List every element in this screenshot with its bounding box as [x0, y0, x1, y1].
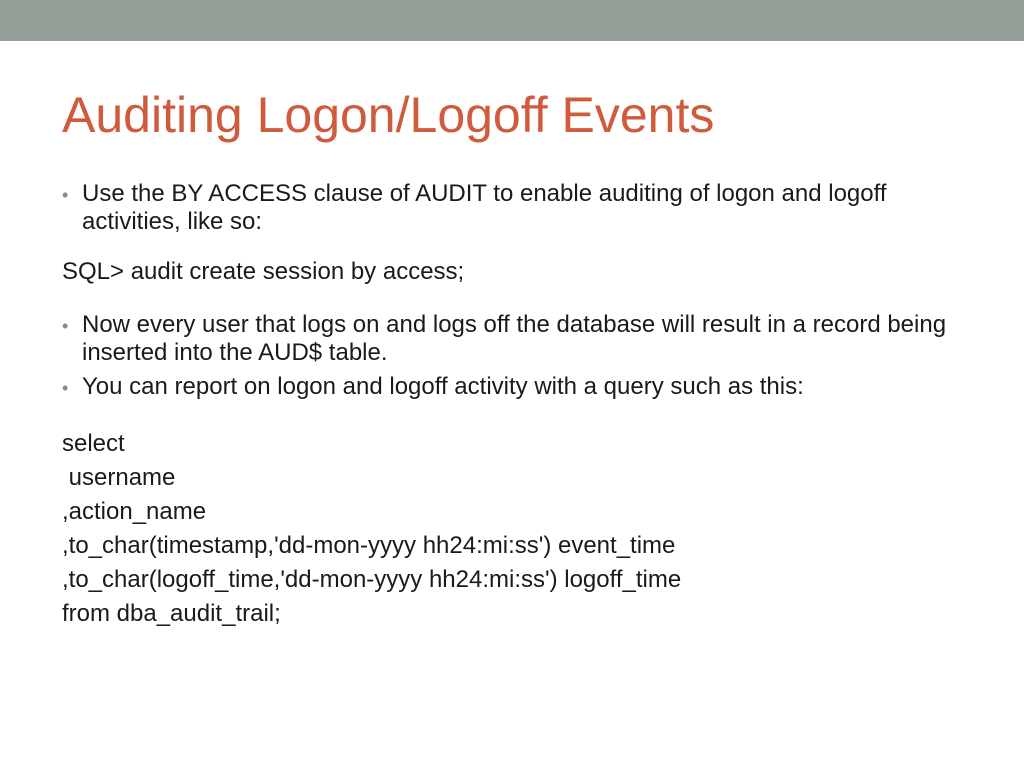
bullet-dot-icon: • [62, 378, 69, 398]
sql-command-line: SQL> audit create session by access; [62, 258, 465, 285]
slide-body [62, 180, 972, 631]
sql-query-line: ,to_char(logoff_time,'dd-mon-yyyy hh24:mi:ss') logoff_time [62, 566, 682, 593]
sql-query-line: from dba_audit_trail; [62, 600, 281, 627]
sql-query-line: username [62, 464, 176, 491]
sql-query-line: ,action_name [62, 498, 207, 525]
bullet-text: Now every user that logs on and logs off the database will result in a record being inserted into the AUD$ table. [82, 311, 947, 366]
slide-title: Auditing Logon/Logoff Events [62, 87, 715, 143]
bullet-text: Use the BY ACCESS clause of AUDIT to enable auditing of logon and logoff activities, like so: [82, 180, 887, 235]
bullet-item [62, 311, 972, 367]
top-accent-band [0, 0, 1024, 41]
bullet-text: You can report on logon and logoff activity with a query such as this: [82, 373, 804, 400]
bullet-dot-icon: • [62, 185, 69, 205]
bullet-dot-icon: • [62, 316, 69, 336]
bullet-item [62, 373, 972, 401]
sql-query-line: select [62, 430, 125, 457]
bullet-item [62, 180, 972, 236]
sql-query-line: ,to_char(timestamp,'dd-mon-yyyy hh24:mi:ss') event_time [62, 532, 676, 559]
sql-query-block [62, 427, 972, 631]
